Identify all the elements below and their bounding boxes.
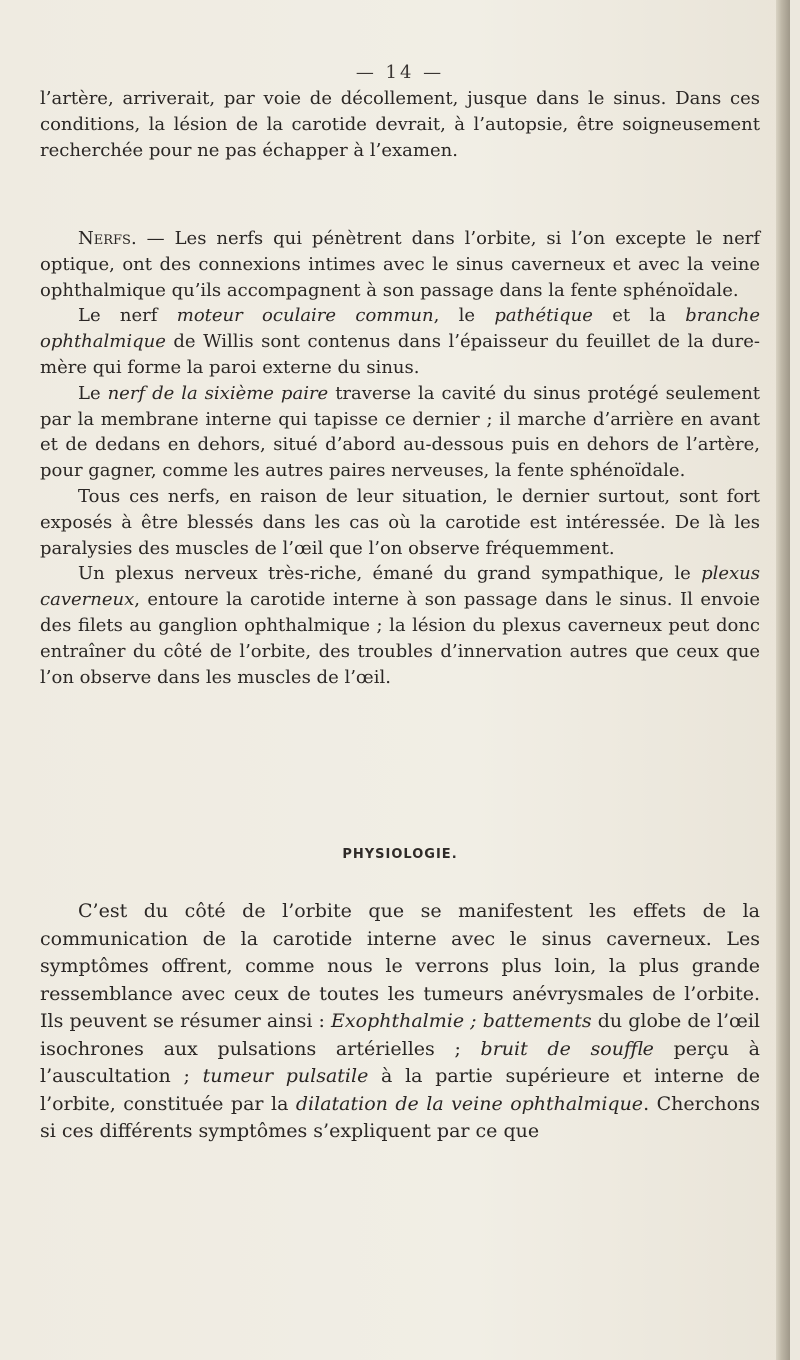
section-lead-nerfs: Nerfs. [78, 228, 137, 249]
text-run: traverse la cavité du sinus protégé seulement par la membrane interne qui tapisse ce dernier ; il marche d’arrière en avant et de dedans en dehors, situé d’abord au-dessous puis en dehors de l’artère, pour gagner, comme les autres paires nerveuses, la fente sphénoïdale. [40, 382, 761, 482]
text-block-anatomy-continued [40, 86, 760, 163]
text-run: à la partie supérieure et interne de l’orbite, constituée par la [40, 1065, 760, 1115]
paragraph-plexus [40, 561, 760, 690]
text-run: , entoure la carotide interne à son passage dans le sinus. Il envoie des filets au ganglion ophthalmique ; la lésion du plexus caverneux peut donc entraîner du côté de l’orbite, des troubles d’innervation autres que ceux que l’on observe dans les muscles de l’œil. [40, 589, 760, 688]
paragraph-oculomotor [40, 303, 760, 380]
italic-term: moteur oculaire commun [176, 305, 434, 327]
italic-term: branche ophthalmique [40, 305, 760, 353]
text-run: du globe de l’œil isochrones aux pulsations artérielles ; [40, 1010, 760, 1060]
paragraph-symptoms [40, 898, 760, 1146]
paragraph-nerves-intro [40, 226, 760, 303]
text-run: et la [592, 305, 686, 327]
text-block-physiology [40, 898, 760, 1146]
italic-term: tumeur pulsatile [202, 1065, 369, 1087]
paragraph-paralysis: Tous ces nerfs, en raison de leur situation, le dernier surtout, sont fort exposés à être blessés dans les cas où la carotide est intéressée. De là les paralysies des muscles de l’œil que l’on observe fréquemment. [40, 485, 760, 559]
page-edge-shadow [776, 0, 790, 1360]
italic-term: bruit de souffle [480, 1037, 654, 1060]
italic-term: Exophthalmie ; battements [331, 1010, 592, 1032]
italic-term: nerf de la sixième paire [107, 382, 329, 404]
italic-term: pathétique [494, 305, 593, 327]
text-run: Le [78, 382, 108, 404]
section-heading-physiologie: PHYSIOLOGIE. [342, 847, 458, 862]
text-run: . Cherchons si ces différents symptômes s’expliquent par ce que [40, 1092, 760, 1142]
text-run: de Willis sont contenus dans l’épaisseur du feuillet de la dure-mère qui forme la paroi externe du sinus. [40, 331, 760, 378]
paragraph-text: — Les nerfs qui pénètrent dans l’orbite, si l’on excepte le nerf optique, ont des connexions intimes avec le sinus caverneux et avec la veine ophthalmique qu’ils accompagnent à son passage dans la fente sphénoïdale. [40, 228, 760, 301]
paragraph-sixth-nerve [40, 381, 760, 484]
page-number: — 14 — [355, 62, 445, 83]
italic-term: dilatation de la veine ophthalmique [295, 1092, 644, 1115]
text-run: , le [433, 305, 495, 327]
text-run: C’est du côté de l’orbite que se manifestent les effets de la communication de la carotide interne avec le sinus caverneux. Les symptômes offrent, comme nous le verrons plus loin, la plus grande ressemblance avec ceux de toutes les tumeurs anévrysmales de l’orbite. Ils peuvent se résumer ainsi : [40, 900, 760, 1032]
text-run: Un plexus nerveux très-riche, émané du grand sympathique, le [78, 563, 702, 585]
text-run: perçu à l’auscultation ; [40, 1037, 760, 1087]
text-block-nerves [40, 226, 760, 690]
text-run: Le nerf [78, 305, 177, 327]
italic-term: plexus caverneux [40, 563, 760, 611]
paragraph-carotid-lesion: l’artère, arriverait, par voie de décollement, jusque dans le sinus. Dans ces conditions, la lésion de la carotide devrait, à l’autopsie, être soigneusement recherchée pour ne pas échapper à l’examen. [40, 88, 760, 161]
